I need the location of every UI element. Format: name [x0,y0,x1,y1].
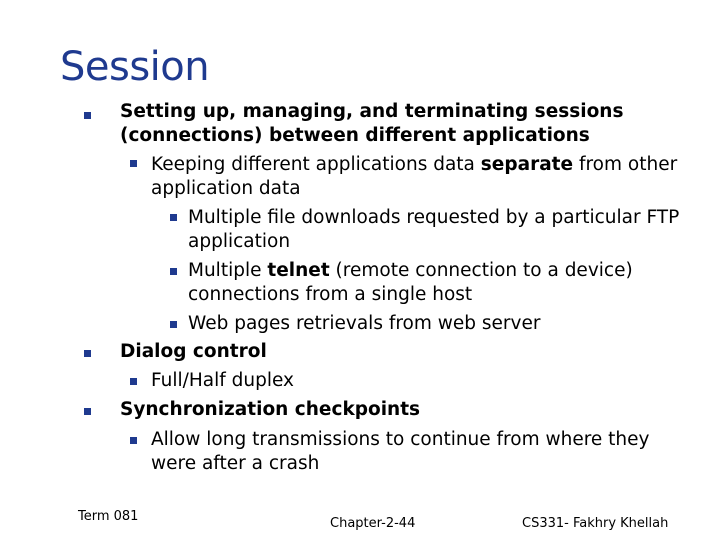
bullet-separate-line2: application data [151,178,301,199]
bullet-long-tx-line1: Allow long transmissions to continue from where they [151,429,650,450]
bullet-dialog-control: Dialog control [120,341,267,362]
bullet-telnet-line1: Multiple telnet (remote connection to a device) [188,260,633,281]
bullet-icon [170,268,177,275]
bullet-icon [84,408,91,415]
footer-term: Term 081 [78,509,139,524]
bullet-icon [84,350,91,357]
footer-chapter: Chapter-2-44 [330,516,416,531]
bullet-icon [84,112,91,119]
bullet-setup-line1: Setting up, managing, and terminating sessions [120,101,624,122]
bullet-web-pages: Web pages retrievals from web server [188,313,541,334]
bullet-icon [130,378,137,385]
bullet-icon [130,160,137,167]
bullet-sync-checkpoints: Synchronization checkpoints [120,399,421,420]
bullet-duplex: Full/Half duplex [151,370,295,391]
footer-course: CS331- Fakhry Khellah [522,516,669,531]
bullet-long-tx-line2: were after a crash [151,453,320,474]
bullet-telnet-line2: connections from a single host [188,284,473,305]
bullet-icon [130,437,137,444]
slide-title: Session [60,44,210,90]
bullet-icon [170,321,177,328]
bullet-setup-line2: (connections) between different applications [120,125,590,146]
bullet-separate-line1: Keeping different applications data separate from other [151,154,678,175]
bullet-ftp-line2: application [188,231,291,252]
bullet-ftp-line1: Multiple file downloads requested by a particular FTP [188,207,680,228]
bullet-icon [170,214,177,221]
